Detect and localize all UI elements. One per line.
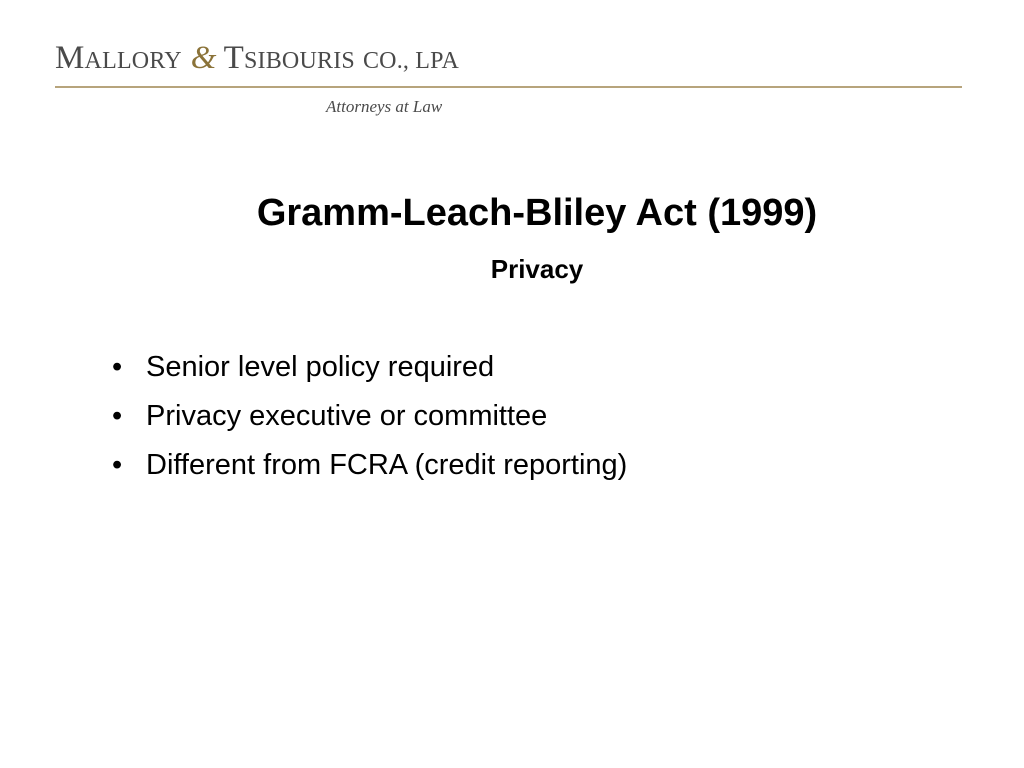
slide-title: Gramm-Leach-Bliley Act (1999) <box>256 192 818 234</box>
header-divider <box>55 86 962 88</box>
bullet-item <box>112 396 627 445</box>
firm-logo <box>55 40 459 80</box>
bullet-item <box>112 445 627 494</box>
bullet-item <box>112 347 627 396</box>
logo-ampersand: & <box>190 40 217 76</box>
logo-mallory-rest: ALLORY <box>84 48 182 74</box>
logo-mallory-initial: M <box>55 40 85 76</box>
logo-suffix: CO., LPA <box>362 48 460 74</box>
firm-tagline: Attorneys at Law <box>326 97 443 116</box>
bullet-text: Senior level policy required <box>146 351 495 383</box>
bullet-text: Different from FCRA (credit reporting) <box>146 449 628 481</box>
bullet-text: Privacy executive or committee <box>146 400 548 432</box>
bullet-list <box>112 347 627 494</box>
logo-tsibouris-initial: T <box>223 40 244 76</box>
logo-tsibouris-rest: SIBOURIS <box>243 48 355 74</box>
bullet-dot: • <box>112 351 123 383</box>
bullet-dot: • <box>112 400 123 432</box>
slide-subtitle: Privacy <box>490 254 584 284</box>
bullet-dot: • <box>112 449 123 481</box>
